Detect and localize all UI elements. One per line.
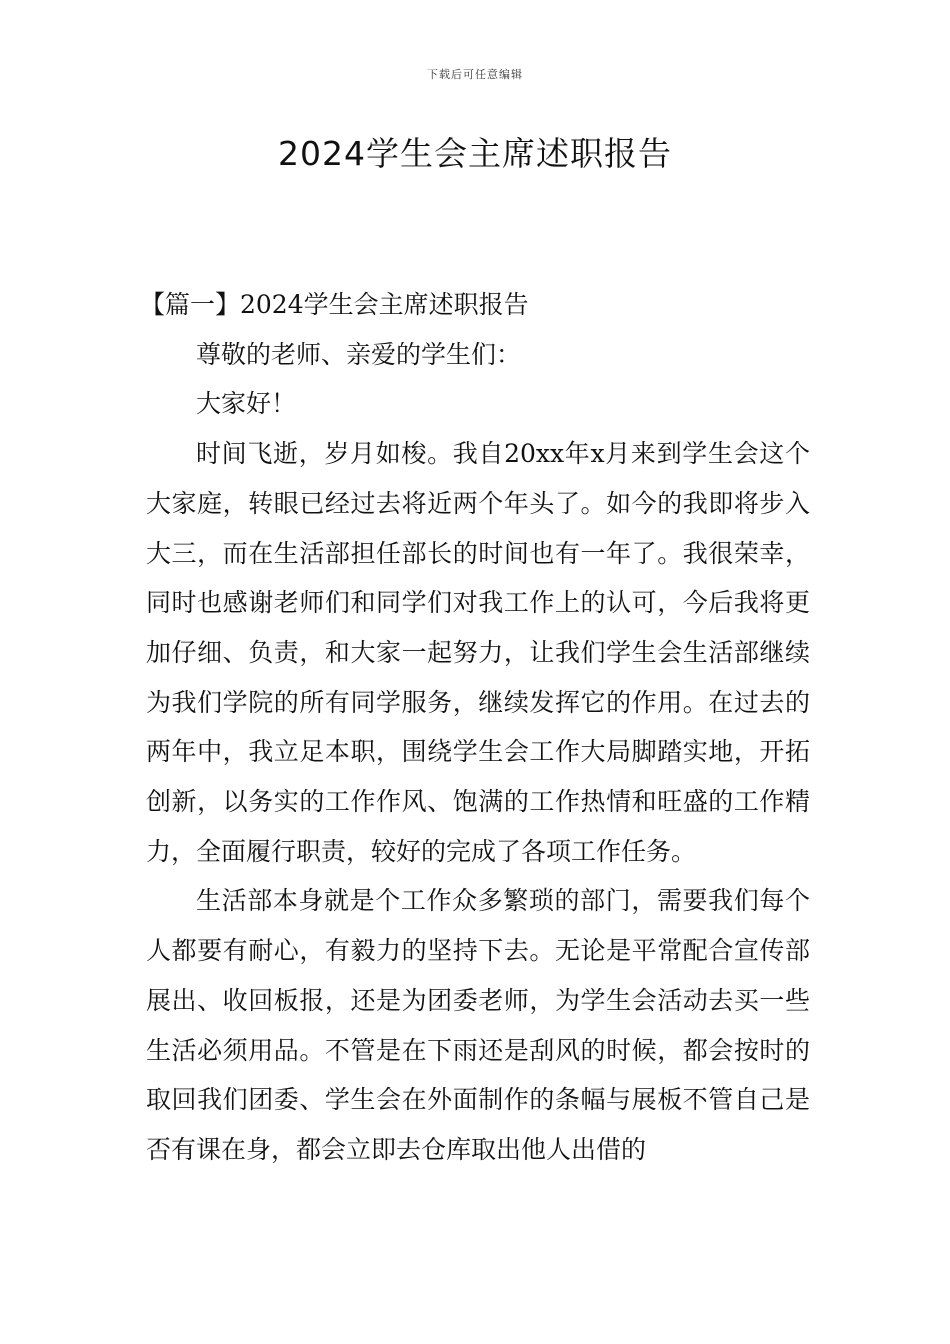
greeting: 大家好！ — [196, 389, 297, 419]
paragraph: 生活部本身就是个工作众多繁琐的部门，需要我们每个人都要有耐心，有毅力的坚持下去。无论是平常配合宣传部展出、收回板报，还是为团委老师，为学生会活动去买一些生活必须用品。不管是在下雨还是刮风的时候，都会按时的取回我们团委、学生会在外面制作的条幅与展板不管自己是否有课在身，都会立即去仓库取出他人出借的 — [146, 886, 810, 1164]
paragraph: 时间飞逝，岁月如梭。我自20xx年x月来到学生会这个大家庭，转眼已经过去将近两个年头了。如今的我即将步入大三，而在生活部担任部长的时间也有一年了。我很荣幸，同时也感谢老师们和同学们对我工作上的认可，今后我将更加仔细、负责，和大家一起努力，让我们学生会生活部继续为我们学院的所有同学服务，继续发挥它的作用。在过去的两年中，我立足本职，围绕学生会工作大局脚踏实地，开拓创新，以务实的工作作风、饱满的工作热情和旺盛的工作精力，全面履行职责，较好的完成了各项工作任务。 — [146, 439, 810, 866]
header-note: 下载后可任意编辑 — [427, 68, 523, 81]
document-title: 2024学生会主席述职报告 — [278, 134, 672, 173]
document-body — [140, 280, 810, 1175]
section-heading: 【篇一】2024学生会主席述职报告 — [140, 290, 529, 319]
salutation: 尊敬的老师、亲爱的学生们： — [196, 339, 522, 369]
